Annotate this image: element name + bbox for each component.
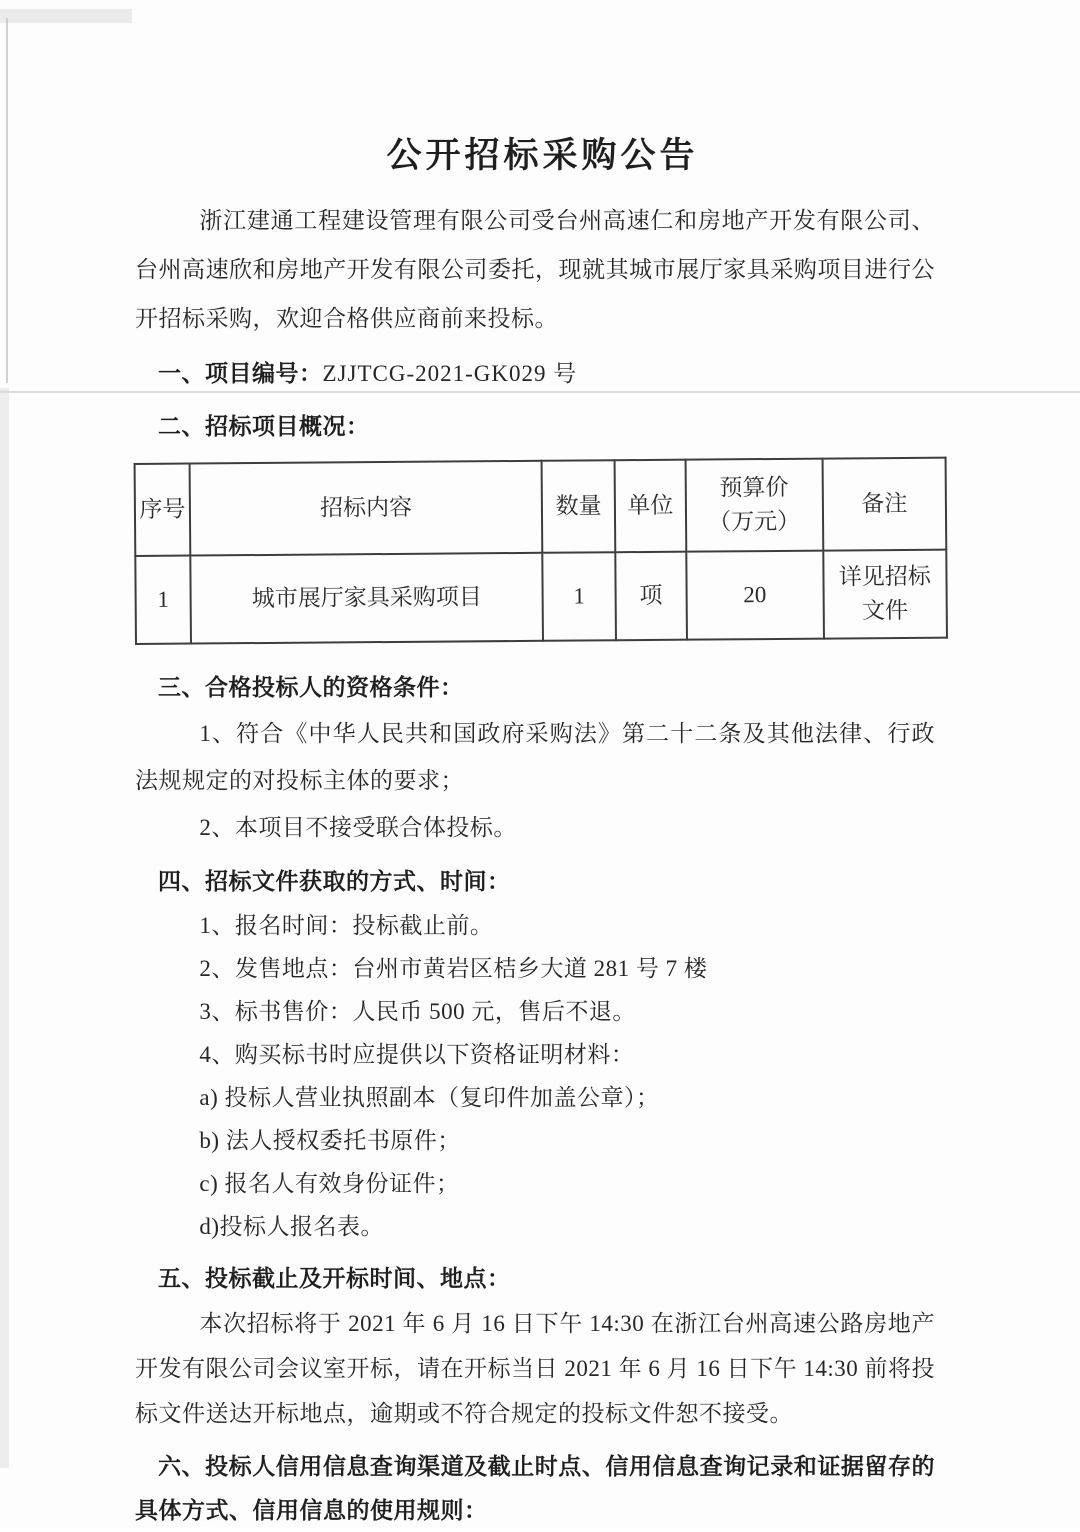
section-4-item-4: 4、购买标书时应提供以下资格证明材料： xyxy=(199,1042,635,1067)
section-4-item-1: 1、报名时间：投标截止前。 xyxy=(199,913,494,938)
table-header-qty: 数量 xyxy=(542,460,616,553)
section-6-heading: 六、投标人信用信息查询渠道及截止时点、信用信息查询记录和证据留存的具体方式、信用信息的使用规则： xyxy=(135,1453,935,1523)
section-5-heading: 五、投标截止及开标时间、地点： xyxy=(158,1265,511,1291)
section-1-label: 一、项目编号： xyxy=(158,360,323,386)
table-cell-remark: 详见招标 文件 xyxy=(823,550,947,639)
section-4-item-3: 3、标书售价：人民币 500 元，售后不退。 xyxy=(199,999,636,1024)
intro-paragraph: 浙江建通工程建设管理有限公司受台州高速仁和房地产开发有限公司、台州高速欣和房地产开发有限公司委托，现就其城市展厅家具采购项目进行公开招标采购，欢迎合格供应商前来投标。 xyxy=(135,208,935,331)
project-number-value: ZJJTCG-2021-GK029 号 xyxy=(322,361,578,386)
table-cell-price: 20 xyxy=(686,551,824,640)
section-3-item-2: 2、本项目不接受联合体投标。 xyxy=(199,815,517,840)
section-4-item-2: 2、发售地点：台州市黄岩区桔乡大道 281 号 7 楼 xyxy=(199,956,708,981)
table-cell-unit: 项 xyxy=(615,552,686,641)
table-cell-seq: 1 xyxy=(135,556,191,644)
page-title: 公开招标采购公告 xyxy=(386,136,699,175)
document-content xyxy=(135,128,950,1532)
section-4-item-a: a) 投标人营业执照副本（复印件加盖公章）； xyxy=(199,1085,660,1110)
section-2-heading: 二、招标项目概况： xyxy=(158,413,370,439)
section-3-item-1: 1、符合《中华人民共和国政府采购法》第二十二条及其他法律、行政法规规定的对投标主体的要求； xyxy=(135,721,935,793)
table-header-price: 预算价 （万元） xyxy=(685,459,823,552)
table-header-seq: 序号 xyxy=(135,464,191,556)
section-4-item-c: c) 报名人有效身份证件； xyxy=(199,1171,460,1196)
scan-artifact-top-mark xyxy=(0,9,132,23)
table-row xyxy=(135,550,947,644)
table-header-unit: 单位 xyxy=(615,460,686,553)
bid-overview-table xyxy=(134,457,948,645)
table-header-remark: 备注 xyxy=(822,458,946,551)
scan-artifact-left-strip xyxy=(0,388,9,1468)
section-4-item-d: d)投标人报名表。 xyxy=(199,1214,385,1239)
table-header-content: 招标内容 xyxy=(190,461,543,556)
scan-artifact-left-line xyxy=(6,18,8,383)
section-5-body: 本次招标将于 2021 年 6 月 16 日下午 14:30 在浙江台州高速公路房地产开发有限公司会议室开标，请在开标当日 2021 年 6 月 16 日下午 14:30 前将投标文件送达开标地点，逾期或不符合规定的投标文件恕不接受。 xyxy=(135,1311,935,1426)
section-1-heading xyxy=(135,351,950,396)
table-header-row xyxy=(135,458,947,556)
table-cell-content: 城市展厅家具采购项目 xyxy=(190,553,543,644)
section-4-item-b: b) 法人授权委托书原件； xyxy=(199,1128,461,1153)
section-3-heading: 三、合格投标人的资格条件： xyxy=(158,674,464,700)
table-cell-qty: 1 xyxy=(542,552,616,641)
section-4-heading: 四、招标文件获取的方式、时间： xyxy=(158,868,511,894)
